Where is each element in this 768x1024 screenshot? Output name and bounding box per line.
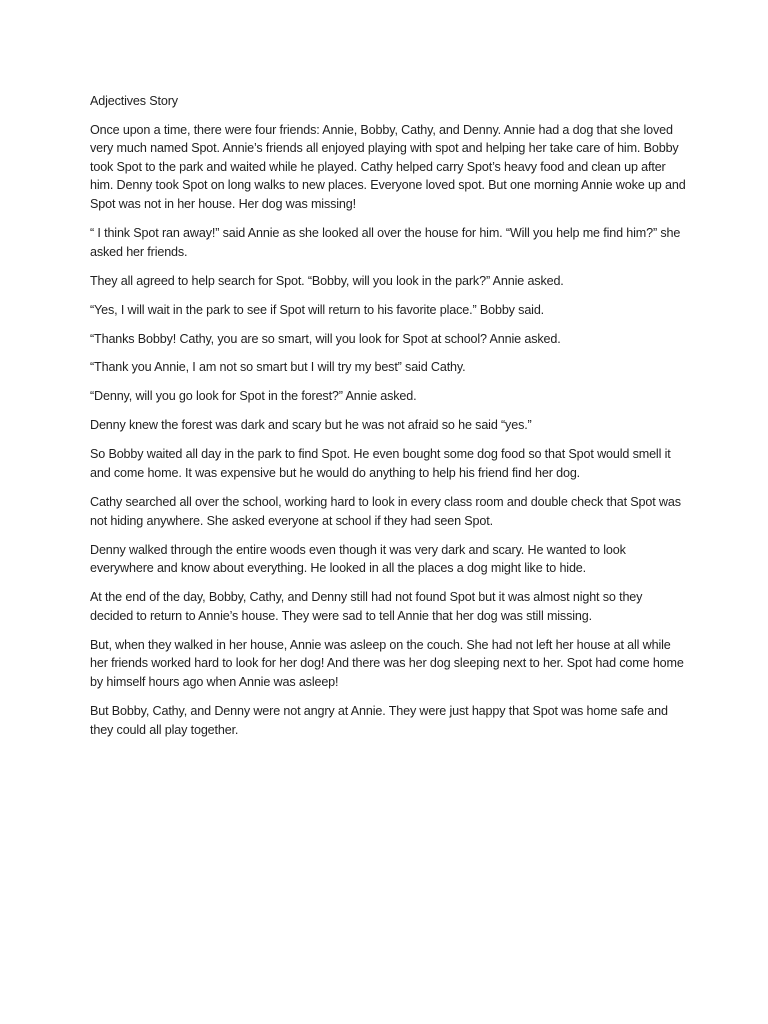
story-paragraph: Once upon a time, there were four friends: Annie, Bobby, Cathy, and Denny. Annie had a dog that she loved very much named Spot. Annie’s friends all enjoyed playing with spot and helping her take care of him. Bobby took Spot to the park and waited while he played. Cathy helped carry Spot’s heavy food and clean up after him. Denny took Spot on long walks to new places. Everyone loved spot. But one morning Annie woke up and Spot was not in her house. Her dog was missing! (90, 122, 686, 211)
story-paragraph: “Thank you Annie, I am not so smart but I will try my best” said Cathy. (90, 360, 466, 375)
story-paragraph: Cathy searched all over the school, working hard to look in every class room and double check that Spot was not hiding anywhere. She asked everyone at school if they had seen Spot. (90, 495, 681, 528)
story-paragraph: They all agreed to help search for Spot. “Bobby, will you look in the park?” Annie asked. (90, 273, 564, 288)
story-paragraph: At the end of the day, Bobby, Cathy, and Denny still had not found Spot but it was almost night so they decided to return to Annie’s house. They were sad to tell Annie that her dog was still missing. (90, 590, 643, 623)
story-paragraph: “Yes, I will wait in the park to see if Spot will return to his favorite place.” Bobby said. (90, 302, 545, 317)
story-paragraph: Denny walked through the entire woods even though it was very dark and scary. He wanted to look everywhere and know about everything. He looked in all the places a dog might like to hide. (90, 542, 626, 576)
story-paragraph: But Bobby, Cathy, and Denny were not angry at Annie. They were just happy that Spot was home safe and they could all play together. (90, 703, 668, 737)
story-paragraph: “Thanks Bobby! Cathy, you are so smart, will you look for Spot at school? Annie asked. (90, 331, 561, 346)
story-paragraph: “Denny, will you go look for Spot in the forest?” Annie asked. (90, 389, 417, 404)
document-title: Adjectives Story (90, 94, 178, 108)
story-paragraph: So Bobby waited all day in the park to find Spot. He even bought some dog food so that Spot would smell it and come home. It was expensive but he would do anything to help his friend find her dog. (90, 447, 671, 481)
story-paragraph: Denny knew the forest was dark and scary but he was not afraid so he said “yes.” (90, 418, 532, 433)
story-paragraph: “ I think Spot ran away!” said Annie as she looked all over the house for him. “Will you help me find him?” she asked her friends. (90, 225, 681, 259)
story-body (90, 121, 686, 740)
story-paragraph: But, when they walked in her house, Annie was asleep on the couch. She had not left her house at all while her friends worked hard to look for her dog! And there was her dog sleeping next to her. Spot had come home by himself hours ago when Annie was asleep! (90, 637, 684, 689)
